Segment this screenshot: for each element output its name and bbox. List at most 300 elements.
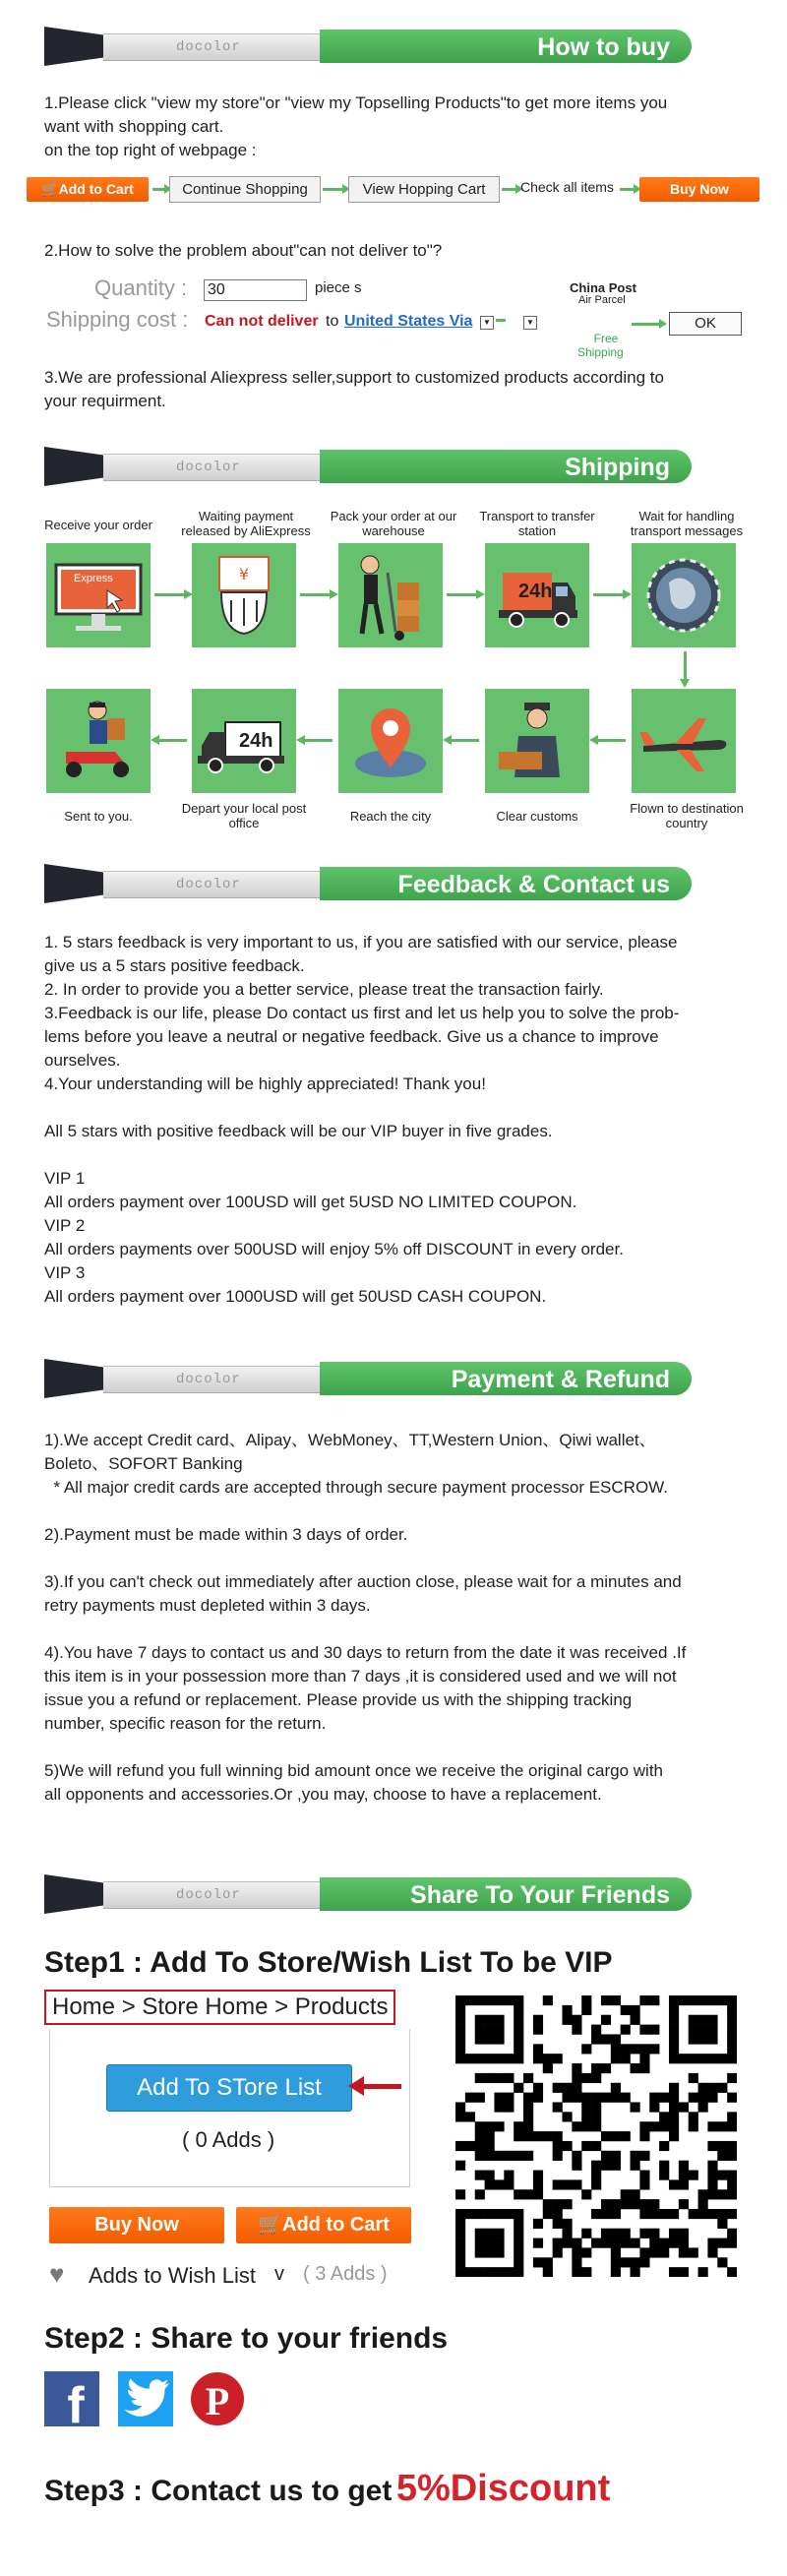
- qr-module: [494, 2093, 504, 2103]
- banner-pen-tip: [44, 447, 105, 486]
- qr-module: [591, 2063, 601, 2073]
- qr-module: [639, 2257, 649, 2267]
- qr-module: [611, 1995, 621, 2005]
- text-line: 1).We accept Credit card、Alipay、WebMoney、TT,Western Union、Qiwi wallet、: [44, 1431, 656, 1449]
- step-caption: Depart your local post office: [181, 801, 307, 830]
- qr-module: [649, 2209, 659, 2219]
- qr-module: [689, 2015, 698, 2025]
- qr-module: [455, 2257, 465, 2267]
- text-line: lems before you leave a neutral or negative feedback. Give us a chance to improve: [44, 1027, 659, 1046]
- qr-module: [611, 2257, 621, 2267]
- text-line: ourselves.: [44, 1051, 121, 1070]
- buy-now-button-large[interactable]: Buy Now: [49, 2207, 224, 2243]
- wish-list-link[interactable]: Adds to Wish List: [89, 2263, 256, 2288]
- qr-module: [679, 2102, 689, 2112]
- qr-module: [581, 2093, 591, 2103]
- qr-module: [581, 2121, 591, 2131]
- qr-module: [717, 2239, 727, 2248]
- text-line: All orders payments over 500USD will enjoy 5% off DISCOUNT in every order.: [44, 1240, 624, 1258]
- qr-module: [631, 2044, 640, 2054]
- qr-module: [639, 2229, 649, 2239]
- text-line: all opponents and accessories.Or ,you may, choose to have a replacement.: [44, 1785, 602, 1804]
- qr-module: [727, 2239, 737, 2248]
- qr-module: [591, 2179, 601, 2189]
- qr-module: [514, 2044, 523, 2054]
- qr-module: [631, 2151, 640, 2161]
- qr-module: [659, 2209, 669, 2219]
- customs-officer-icon: [485, 689, 589, 793]
- qr-module: [485, 2267, 495, 2277]
- qr-module: [581, 2112, 591, 2121]
- banner-shipping: docolor Shipping: [44, 447, 694, 486]
- text-line: [44, 1618, 762, 1641]
- twitter-icon[interactable]: [118, 2371, 173, 2426]
- qr-module: [591, 2102, 601, 2112]
- qr-module: [611, 2247, 621, 2257]
- qr-module: [553, 2054, 563, 2063]
- qr-module: [639, 2025, 649, 2035]
- qr-module: [611, 2151, 621, 2161]
- qr-module: [465, 2054, 475, 2063]
- qr-module: [698, 2189, 708, 2199]
- breadcrumb[interactable]: Home > Store Home > Products: [44, 1990, 395, 2025]
- qr-module: [601, 2063, 611, 2073]
- qr-module: [717, 2141, 727, 2151]
- qr-module: [611, 2239, 621, 2248]
- chevron-down-icon[interactable]: v: [274, 2263, 284, 2285]
- qr-module: [572, 2179, 581, 2189]
- qr-module: [707, 2189, 717, 2199]
- qr-module: [659, 2171, 669, 2180]
- qr-module: [639, 2209, 649, 2219]
- qr-module: [698, 2083, 708, 2093]
- qr-module: [698, 1995, 708, 2005]
- flow-arrow: [152, 188, 166, 191]
- qr-module: [649, 2025, 659, 2035]
- qr-module: [572, 2063, 581, 2073]
- qr-module: [717, 2121, 727, 2131]
- qr-module: [455, 2189, 465, 2199]
- qr-module: [485, 2247, 495, 2257]
- warehouse-worker-icon: [338, 543, 443, 647]
- qr-module: [514, 2005, 523, 2015]
- banner-share: docolor Share To Your Friends: [44, 1874, 694, 1914]
- add-to-store-button[interactable]: Add To STore List: [106, 2064, 352, 2112]
- qr-module: [455, 2161, 465, 2171]
- qr-module: [679, 2229, 689, 2239]
- qr-module: [639, 1995, 649, 2005]
- qr-module: [669, 2015, 679, 2025]
- qr-module: [727, 2025, 737, 2035]
- qr-module: [698, 2025, 708, 2035]
- qr-module: [689, 2121, 698, 2131]
- qr-module: [727, 2054, 737, 2063]
- qr-module: [707, 2247, 717, 2257]
- qr-module: [679, 2267, 689, 2277]
- qr-module: [514, 2025, 523, 2035]
- qr-module: [581, 2189, 591, 2199]
- facebook-icon[interactable]: [44, 2371, 99, 2426]
- qr-module: [727, 2171, 737, 2180]
- qr-module: [631, 2189, 640, 2199]
- qr-module: [639, 2121, 649, 2131]
- text-line: All orders payment over 1000USD will get 50USD CASH COUPON.: [44, 1287, 547, 1306]
- qr-module: [494, 2267, 504, 2277]
- qr-module: [455, 2247, 465, 2257]
- qr-module: [562, 2141, 572, 2151]
- arrow-left-icon: [348, 2076, 364, 2096]
- qr-module: [659, 2093, 669, 2103]
- quantity-input[interactable]: 30: [204, 279, 307, 301]
- qr-module: [669, 2229, 679, 2239]
- qr-module: [659, 2239, 669, 2248]
- qr-module: [504, 2151, 514, 2161]
- qr-module: [553, 2102, 563, 2112]
- qr-module: [465, 2141, 475, 2151]
- qr-module: [669, 2054, 679, 2063]
- flow-arrow: [620, 188, 636, 191]
- qr-module: [601, 2015, 611, 2025]
- step-sent-to-you: [46, 689, 151, 793]
- qr-module: [562, 2093, 572, 2103]
- qr-module: [591, 2025, 601, 2035]
- qr-module: [621, 2005, 631, 2015]
- shipping-cost-label: Shipping cost :: [46, 307, 189, 332]
- qr-module: [562, 2083, 572, 2093]
- qr-module: [669, 2179, 679, 2189]
- qr-module: [621, 2131, 631, 2141]
- qr-module: [717, 2219, 727, 2229]
- method-dropdown[interactable]: [523, 316, 537, 330]
- step-waiting-payment: [192, 543, 296, 647]
- qr-module: [707, 2179, 717, 2189]
- qr-module: [475, 2209, 485, 2219]
- step-transport: 24h: [485, 543, 589, 647]
- qr-module: [494, 2247, 504, 2257]
- qr-module: [727, 2073, 737, 2083]
- qr-module: [475, 2025, 485, 2035]
- qr-module: [494, 2054, 504, 2063]
- qr-module: [679, 2054, 689, 2063]
- qr-module: [621, 2093, 631, 2103]
- qr-module: [611, 2044, 621, 2054]
- qr-module: [698, 2209, 708, 2219]
- qr-module: [514, 2257, 523, 2267]
- qr-module: [649, 2121, 659, 2131]
- qr-module: [465, 1995, 475, 2005]
- qr-module: [485, 2209, 495, 2219]
- qr-module: [485, 2121, 495, 2131]
- step2-heading: Step2 : Share to your friends: [44, 2322, 449, 2355]
- qr-module: [485, 1995, 495, 2005]
- section-title: How to buy: [537, 33, 670, 61]
- qr-module: [543, 2054, 553, 2063]
- qr-module: [601, 1995, 611, 2005]
- qr-module: [475, 2267, 485, 2277]
- qr-module: [572, 2257, 581, 2267]
- pinterest-icon[interactable]: [190, 2371, 245, 2426]
- qr-module: [591, 2239, 601, 2248]
- qr-module: [562, 2219, 572, 2229]
- qr-module: [475, 2229, 485, 2239]
- qr-module: [707, 2209, 717, 2219]
- map-pin-icon: [338, 689, 443, 793]
- qr-module: [601, 2239, 611, 2248]
- step3-heading: Step3 : Contact us to get 5%Discount: [44, 2468, 611, 2509]
- qr-module: [553, 2179, 563, 2189]
- qr-module: [455, 2034, 465, 2044]
- continue-shopping-button[interactable]: Continue Shopping: [169, 176, 321, 203]
- qr-module: [514, 2015, 523, 2025]
- qr-module: [455, 2112, 465, 2121]
- heart-icon[interactable]: ♥: [49, 2259, 65, 2289]
- qr-module: [727, 2189, 737, 2199]
- step-wait-handling: [632, 543, 736, 647]
- qr-module: [639, 2063, 649, 2073]
- qr-module: [601, 2034, 611, 2044]
- qr-module: [659, 2112, 669, 2121]
- text-line: * All major credit cards are accepted through secure payment processor ESCROW.: [44, 1478, 668, 1497]
- qr-module: [504, 2209, 514, 2219]
- qr-module: [639, 2151, 649, 2161]
- text-line: this item is in your possession more than 7 days ,it is considered used and we will not: [44, 1667, 677, 1686]
- qr-module: [649, 2199, 659, 2209]
- qr-module: [601, 2093, 611, 2103]
- ok-button[interactable]: OK: [669, 312, 742, 336]
- qr-module: [649, 2229, 659, 2239]
- qr-module: [601, 2229, 611, 2239]
- globe-icon: [632, 543, 736, 647]
- qr-module: [485, 2054, 495, 2063]
- qr-module: [669, 2209, 679, 2219]
- qr-module: [572, 2121, 581, 2131]
- qr-module: [514, 2209, 523, 2219]
- banner-pen-tip: [44, 27, 105, 66]
- qr-module: [707, 2015, 717, 2025]
- qr-module: [727, 2267, 737, 2277]
- qr-module: [707, 2054, 717, 2063]
- country-dropdown[interactable]: [480, 316, 494, 330]
- flow-arrow: [502, 188, 517, 191]
- qr-module: [581, 2247, 591, 2257]
- qr-module: [494, 2073, 504, 2083]
- step-reach-city: [338, 689, 443, 793]
- quantity-unit: piece s: [315, 279, 362, 296]
- text-line: 3).If you can't check out immediately after auction close, please wait for a minutes and: [44, 1572, 682, 1591]
- qr-module: [639, 2171, 649, 2180]
- qr-module: [727, 2209, 737, 2219]
- qr-module: [727, 2151, 737, 2161]
- step-caption: Sent to you.: [64, 809, 133, 824]
- qr-module: [611, 2083, 621, 2093]
- qr-module: [611, 2161, 621, 2171]
- qr-module: [689, 2171, 698, 2180]
- qr-module: [621, 2239, 631, 2248]
- section-title: Shipping: [565, 454, 670, 481]
- qr-module: [727, 2034, 737, 2044]
- qr-module: [572, 2025, 581, 2035]
- qr-module: [562, 2179, 572, 2189]
- store-adds-count: ( 0 Adds ): [182, 2127, 275, 2152]
- qr-module: [669, 2121, 679, 2131]
- qr-module: [689, 2247, 698, 2257]
- qr-module: [581, 2102, 591, 2112]
- qr-code: [455, 1995, 737, 2277]
- qr-module: [514, 2247, 523, 2257]
- qr-module: [631, 2257, 640, 2267]
- qr-module: [659, 2161, 669, 2171]
- qr-module: [698, 2199, 708, 2209]
- cannot-deliver-text: Can not deliver: [205, 313, 319, 330]
- qr-module: [562, 2199, 572, 2209]
- qr-module: [523, 2112, 533, 2121]
- section-title: Payment & Refund: [451, 1366, 670, 1393]
- text-line: give us a 5 stars positive feedback.: [44, 956, 305, 975]
- qr-module: [494, 2229, 504, 2239]
- qr-module: [639, 2247, 649, 2257]
- country-link[interactable]: United States Via: [344, 313, 473, 330]
- qr-module: [707, 2171, 717, 2180]
- qr-module: [475, 2239, 485, 2248]
- qr-module: [523, 2151, 533, 2161]
- qr-module: [455, 2219, 465, 2229]
- qr-module: [475, 2073, 485, 2083]
- qr-module: [553, 2247, 563, 2257]
- qr-module: [572, 2267, 581, 2277]
- step1-heading: Step1 : Add To Store/Wish List To be VIP: [44, 1946, 613, 1979]
- cart-icon: 🛒: [258, 2214, 282, 2236]
- banner-how-to-buy: [44, 27, 694, 66]
- qr-module: [707, 2083, 717, 2093]
- qr-module: [504, 2102, 514, 2112]
- qr-module: [679, 1995, 689, 2005]
- quantity-label: Quantity :: [94, 276, 188, 300]
- qr-module: [707, 2093, 717, 2103]
- qr-module: [485, 2025, 495, 2035]
- qr-module: [533, 2015, 543, 2025]
- qr-module: [679, 2239, 689, 2248]
- qr-module: [553, 2131, 563, 2141]
- qr-module: [572, 2093, 581, 2103]
- how-to-buy-note-3: 3.We are professional Aliexpress seller,support to customized products according to your requirment.: [44, 368, 664, 410]
- svg-text:P: P: [205, 2379, 230, 2423]
- step-caption: Transport to transfer station: [479, 509, 595, 538]
- banner-payment: docolor Payment & Refund: [44, 1359, 694, 1398]
- qr-module: [465, 2093, 475, 2103]
- qr-module: [717, 1995, 727, 2005]
- text-line: [44, 1736, 762, 1759]
- qr-module: [514, 2151, 523, 2161]
- qr-module: [659, 2121, 669, 2131]
- banner-pen-tip: [44, 864, 105, 903]
- qr-module: [631, 2063, 640, 2073]
- qr-module: [504, 2179, 514, 2189]
- qr-module: [669, 2239, 679, 2248]
- qr-module: [649, 2044, 659, 2054]
- check-all-items-label: Check all items: [520, 179, 614, 195]
- qr-module: [727, 2112, 737, 2121]
- qr-module: [717, 2083, 727, 2093]
- view-cart-button[interactable]: View Hopping Cart: [348, 176, 500, 203]
- qr-module: [475, 2121, 485, 2131]
- qr-module: [727, 2093, 737, 2103]
- qr-module: [707, 2239, 717, 2248]
- qr-module: [669, 2005, 679, 2015]
- qr-module: [621, 2257, 631, 2267]
- qr-module: [591, 2161, 601, 2171]
- qr-module: [494, 2102, 504, 2112]
- qr-module: [543, 2257, 553, 2267]
- qr-module: [485, 2229, 495, 2239]
- step-caption: Receive your order: [44, 518, 152, 532]
- qr-module: [572, 2239, 581, 2248]
- qr-module: [455, 2229, 465, 2239]
- qr-module: [639, 2179, 649, 2189]
- add-to-cart-button-large[interactable]: 🛒Add to Cart: [236, 2207, 411, 2243]
- qr-module: [611, 2209, 621, 2219]
- qr-module: [669, 1995, 679, 2005]
- qr-module: [455, 1995, 465, 2005]
- text-line: 2).Payment must be made within 3 days of order.: [44, 1525, 408, 1544]
- qr-module: [553, 2151, 563, 2161]
- svg-text:¥: ¥: [238, 565, 250, 583]
- qr-module: [494, 2025, 504, 2035]
- qr-module: [669, 2083, 679, 2093]
- qr-module: [639, 2199, 649, 2209]
- hand-money-icon: [192, 543, 296, 647]
- qr-module: [591, 2171, 601, 2180]
- qr-module: [523, 2073, 533, 2083]
- qr-module: [475, 1995, 485, 2005]
- qr-module: [514, 2267, 523, 2277]
- qr-module: [698, 2267, 708, 2277]
- qr-module: [621, 2199, 631, 2209]
- qr-module: [514, 2083, 523, 2093]
- qr-module: [514, 2189, 523, 2199]
- qr-module: [533, 2219, 543, 2229]
- add-to-cart-button[interactable]: 🛒Add to Cart: [27, 177, 149, 202]
- step-clear-customs: [485, 689, 589, 793]
- qr-module: [514, 2131, 523, 2141]
- qr-module: [465, 2209, 475, 2219]
- qr-module: [639, 2044, 649, 2054]
- qr-module: [475, 2171, 485, 2180]
- qr-module: [562, 2112, 572, 2121]
- section-title: Share To Your Friends: [410, 1881, 670, 1909]
- qr-module: [533, 2179, 543, 2189]
- qr-module: [455, 2239, 465, 2248]
- qr-module: [494, 2121, 504, 2131]
- text-line: VIP 2: [44, 1216, 86, 1235]
- qr-module: [621, 2025, 631, 2035]
- qr-module: [455, 2025, 465, 2035]
- qr-module: [533, 2189, 543, 2199]
- buy-now-button[interactable]: Buy Now: [639, 177, 759, 202]
- qr-module: [543, 2131, 553, 2141]
- cart-icon: 🛒: [41, 181, 59, 197]
- text-line: VIP 3: [44, 1263, 86, 1282]
- qr-module: [475, 2015, 485, 2025]
- step-caption: Wait for handling transport messages: [630, 509, 744, 538]
- qr-module: [494, 2015, 504, 2025]
- qr-module: [485, 2034, 495, 2044]
- qr-module: [707, 2161, 717, 2171]
- qr-module: [717, 2189, 727, 2199]
- qr-module: [504, 1995, 514, 2005]
- qr-module: [581, 2005, 591, 2015]
- qr-module: [698, 2034, 708, 2044]
- qr-module: [553, 2141, 563, 2151]
